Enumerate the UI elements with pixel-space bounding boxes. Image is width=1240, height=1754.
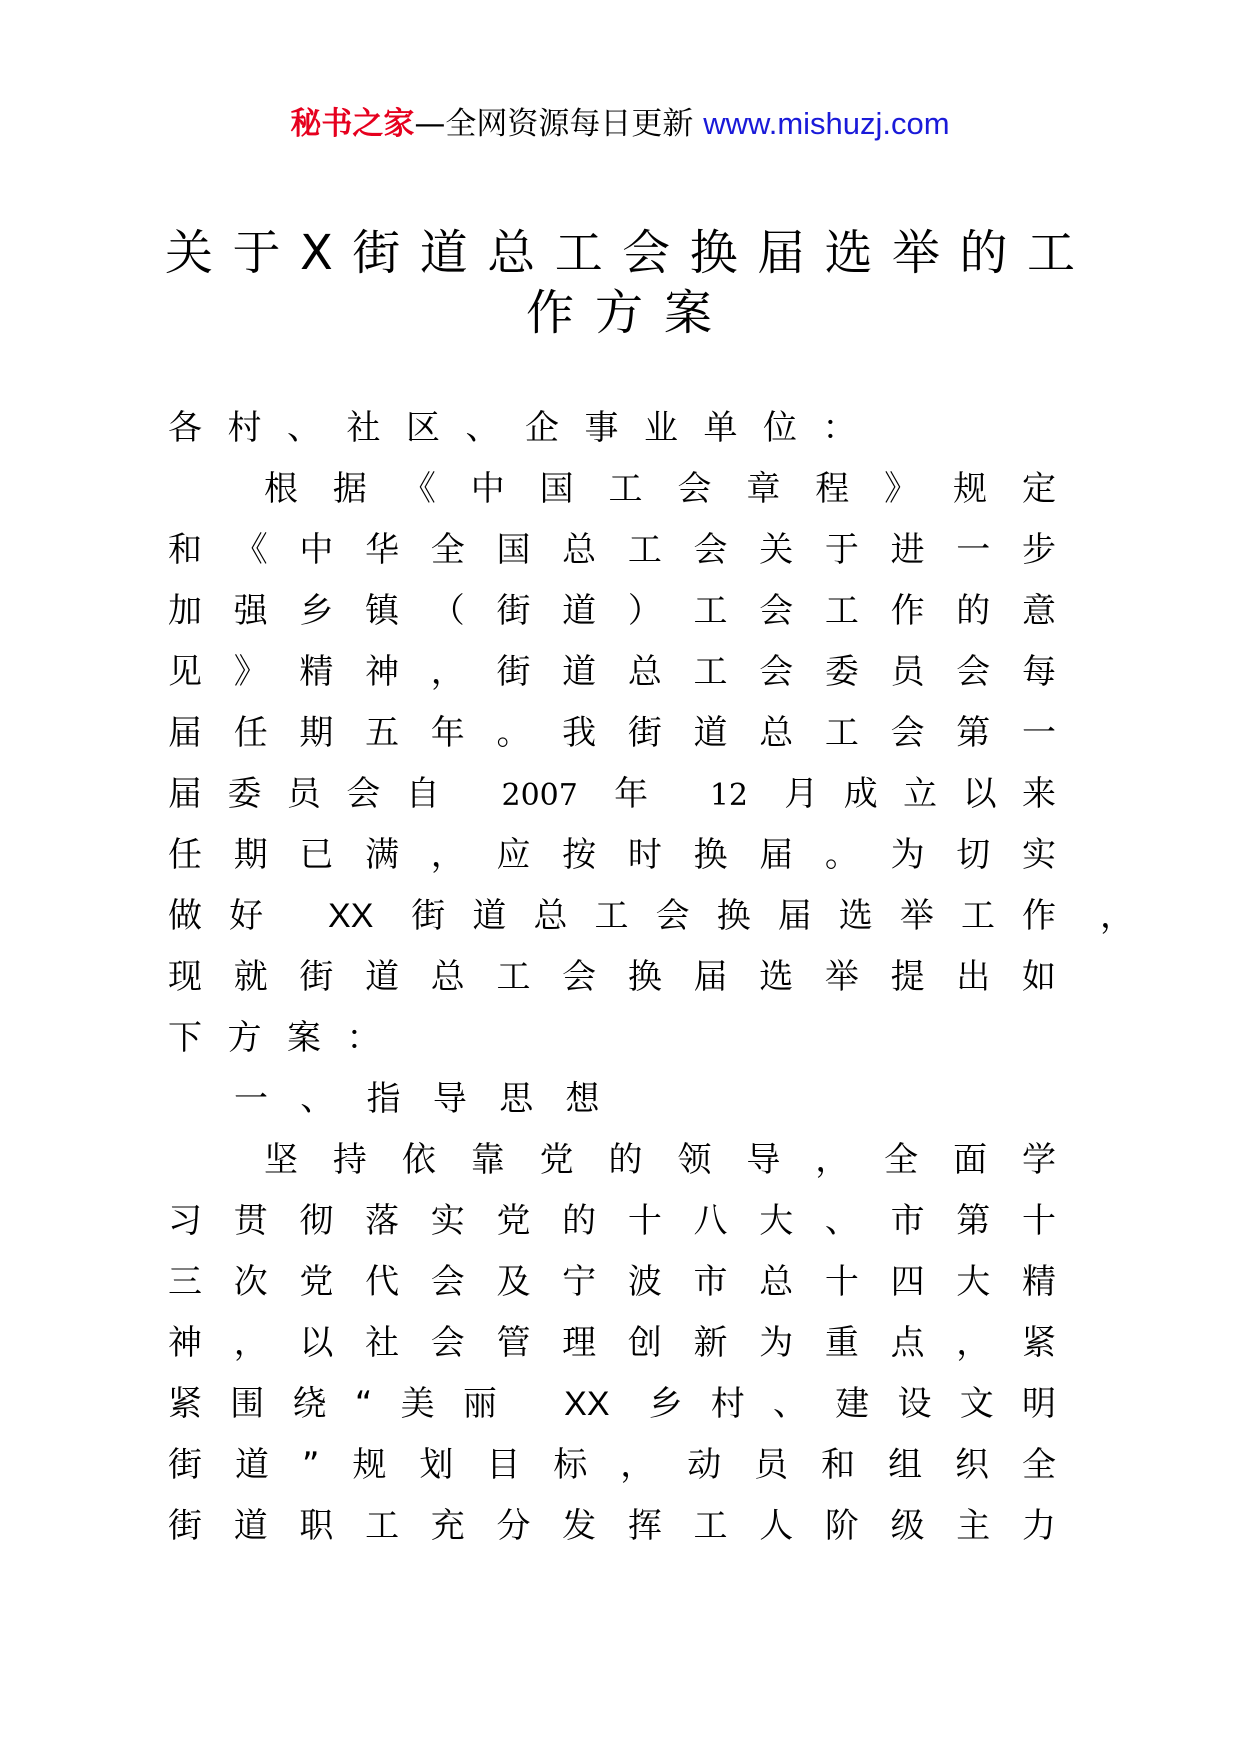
paragraph-line: 神，以社会管理创新为重点，紧 bbox=[168, 1323, 1056, 1363]
month-number: 12 bbox=[709, 778, 749, 813]
paragraph-line: 紧围绕“美丽 XX 乡村、建设文明 bbox=[168, 1384, 1057, 1424]
paragraph-line: 三次党代会及宁波市总十四大精 bbox=[168, 1262, 1056, 1302]
paragraph-line: 任期已满，应按时换届。为切实 bbox=[168, 835, 1056, 875]
placeholder-xx: XX bbox=[564, 1385, 610, 1423]
site-header bbox=[0, 104, 1240, 144]
document-title-line-1: 关于X街道总工会换届选举的工 bbox=[165, 225, 1075, 281]
paragraph-line: 见》精神，街道总工会委员会每 bbox=[168, 652, 1056, 692]
paragraph-line: 下方案： bbox=[168, 1018, 406, 1058]
paragraph-line: 街道职工充分发挥工人阶级主力 bbox=[168, 1506, 1056, 1546]
paragraph-line: 街道”规划目标，动员和组织全 bbox=[168, 1445, 1056, 1485]
document-title-line-2: 作方案 bbox=[526, 285, 712, 341]
site-url-link[interactable]: www.mishuzj.com bbox=[703, 106, 950, 141]
paragraph-line: 现就街道总工会换届选举提出如 bbox=[168, 957, 1056, 997]
paragraph-line: 加强乡镇（街道）工会工作的意 bbox=[168, 591, 1056, 631]
paragraph-line: 坚持依靠党的领导，全面学 bbox=[264, 1140, 1056, 1180]
paragraph-line: 和《中华全国总工会关于进一步 bbox=[168, 530, 1056, 570]
salutation: 各村、社区、企事业单位： bbox=[168, 408, 882, 448]
paragraph-line: 做好 XX 街道总工会换届选举工作 bbox=[168, 896, 1057, 936]
trailing-comma: ， bbox=[1100, 896, 1134, 936]
header-tagline: —全网资源每日更新 bbox=[414, 106, 704, 142]
placeholder-xx: XX bbox=[328, 897, 374, 935]
paragraph-line: 届任期五年。我街道总工会第一 bbox=[168, 713, 1056, 753]
brand-name: 秘书之家 bbox=[290, 106, 415, 142]
paragraph-line: 届委员会自 2007 年 12 月成立以来 bbox=[168, 774, 1057, 814]
section-heading: 一、指导思想 bbox=[234, 1079, 632, 1119]
paragraph-line: 根据《中国工会章程》规定 bbox=[264, 469, 1056, 509]
year-number: 2007 bbox=[501, 778, 578, 813]
paragraph-line: 习贯彻落实党的十八大、市第十 bbox=[168, 1201, 1056, 1241]
